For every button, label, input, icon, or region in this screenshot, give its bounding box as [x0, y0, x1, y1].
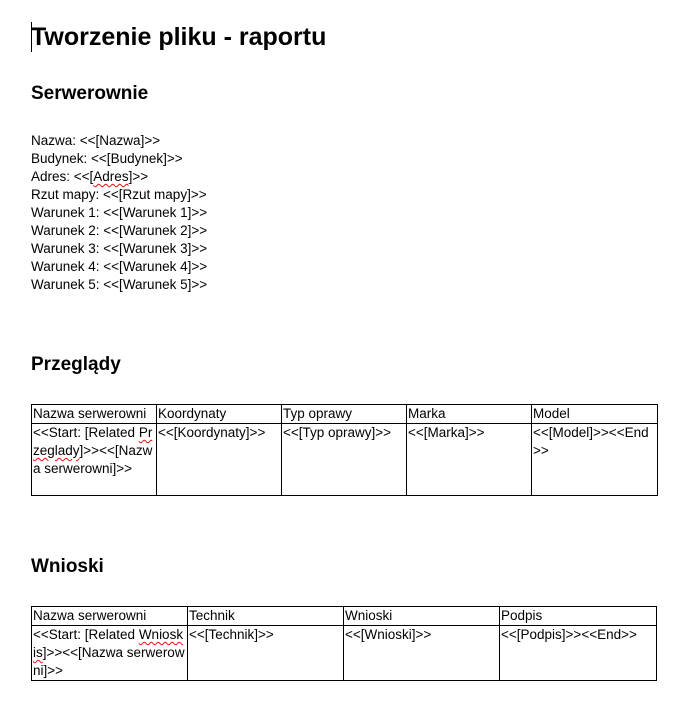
spelling-error-word: Przeglady: [33, 425, 153, 458]
field-placeholder: Warunek 5: [122, 277, 188, 292]
heading-serwerownie[interactable]: Serwerownie: [31, 83, 149, 104]
field-label: Adres: <<[: [31, 169, 94, 184]
field-suffix: ]>>: [163, 151, 183, 166]
cell-text: <<Start: [Related: [33, 627, 139, 642]
table-header-cell[interactable]: Typ oprawy: [282, 405, 407, 424]
table-cell[interactable]: <<[Technik]>>: [188, 626, 344, 681]
field-suffix: ]>>: [187, 277, 208, 292]
field-line[interactable]: [31, 186, 207, 204]
field-suffix: ]>>: [187, 187, 207, 202]
table-header-cell[interactable]: Marka: [407, 405, 532, 424]
heading-wnioski[interactable]: Wnioski: [31, 556, 104, 577]
field-line[interactable]: [31, 276, 207, 294]
field-line[interactable]: [31, 168, 207, 186]
table-cell[interactable]: [32, 424, 157, 496]
document-title[interactable]: Tworzenie pliku - raportu: [31, 23, 327, 51]
table-row: [32, 626, 657, 681]
field-label: Warunek 3: <<[: [31, 241, 123, 256]
field-label: Warunek 4: <<[: [31, 259, 123, 274]
field-line[interactable]: [31, 150, 207, 168]
table-header-cell[interactable]: Koordynaty: [157, 405, 282, 424]
field-label: Budynek: <<[: [31, 151, 111, 166]
cell-text: ]>><<[Nazwa serwerowni]>>: [33, 645, 185, 678]
field-placeholder: Warunek 3: [122, 241, 188, 256]
field-placeholder: Warunek 1: [122, 205, 188, 220]
field-placeholder: Budynek: [110, 151, 164, 166]
table-cell[interactable]: <<[Model]>><<End>>: [532, 424, 658, 496]
table-cell[interactable]: <<[Podpis]>><<End>>: [500, 626, 657, 681]
field-label: Rzut mapy: <<[: [31, 187, 123, 202]
table-header-cell[interactable]: Nazwa serwerowni: [32, 405, 157, 424]
field-suffix: ]>>: [187, 205, 208, 220]
przeglady-table[interactable]: [31, 404, 658, 496]
field-list: [31, 132, 207, 294]
table-cell[interactable]: [32, 626, 188, 681]
field-line[interactable]: [31, 240, 207, 258]
spelling-error-word: Adres: [93, 169, 129, 184]
field-line[interactable]: [31, 132, 207, 150]
table-header-cell[interactable]: Model: [532, 405, 658, 424]
field-line[interactable]: [31, 204, 207, 222]
table-row: [32, 424, 658, 496]
field-label: Warunek 2: <<[: [31, 223, 123, 238]
field-line[interactable]: [31, 222, 207, 240]
field-suffix: ]>>: [187, 241, 208, 256]
field-label: Nazwa: <<[: [31, 133, 100, 148]
field-label: Warunek 1: <<[: [31, 205, 123, 220]
field-suffix: ]>>: [128, 169, 149, 184]
field-placeholder: Warunek 2: [122, 223, 188, 238]
field-placeholder: Nazwa: [99, 133, 141, 148]
table-header-cell[interactable]: Technik: [188, 607, 344, 626]
spelling-error-word: Wnioskis: [33, 627, 184, 660]
field-placeholder: Warunek 4: [122, 259, 188, 274]
field-suffix: ]>>: [187, 259, 208, 274]
table-header-cell[interactable]: Podpis: [500, 607, 657, 626]
cell-text: <<Start: [Related: [33, 425, 139, 440]
table-cell[interactable]: <<[Typ oprawy]>>: [282, 424, 407, 496]
cell-text: ]>><<[Nazwa serwerowni]>>: [33, 443, 153, 476]
table-header-row: [32, 607, 657, 626]
table-cell[interactable]: <<[Koordynaty]>>: [157, 424, 282, 496]
table-header-cell[interactable]: Wnioski: [344, 607, 500, 626]
field-suffix: ]>>: [140, 133, 161, 148]
field-label: Warunek 5: <<[: [31, 277, 123, 292]
field-placeholder: Rzut mapy: [122, 187, 188, 202]
heading-przeglady[interactable]: Przeglądy: [31, 354, 121, 375]
table-header-row: [32, 405, 658, 424]
field-line[interactable]: [31, 258, 207, 276]
field-suffix: ]>>: [187, 223, 208, 238]
table-header-cell[interactable]: Nazwa serwerowni: [32, 607, 188, 626]
table-cell[interactable]: <<[Marka]>>: [407, 424, 532, 496]
wnioski-table[interactable]: [31, 606, 657, 681]
table-cell[interactable]: <<[Wnioski]>>: [344, 626, 500, 681]
